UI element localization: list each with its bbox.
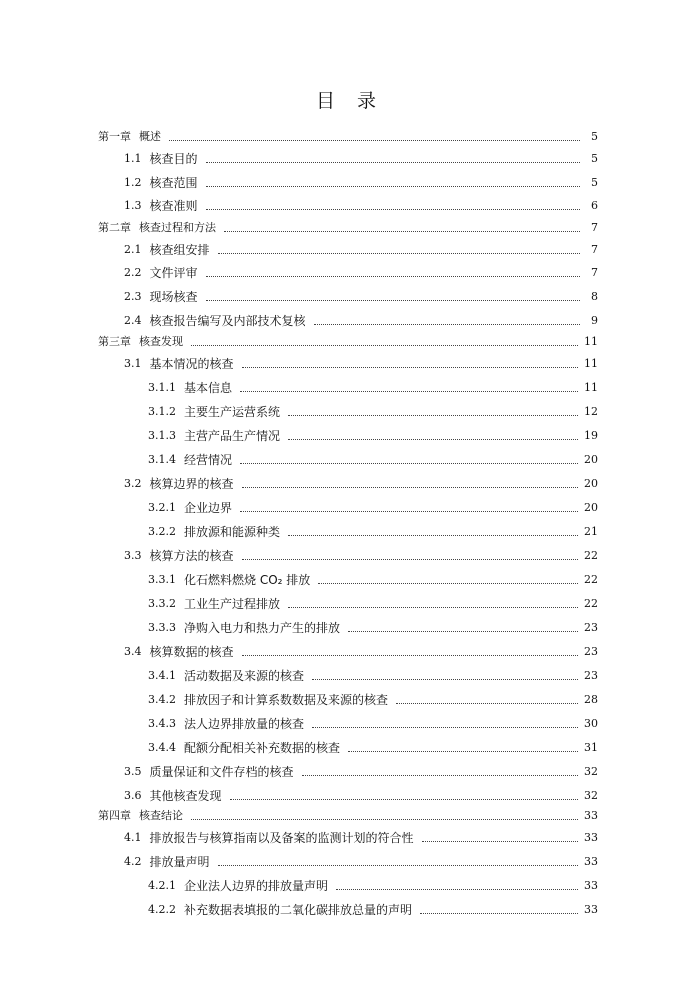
toc-number: 3.3.3 (148, 621, 176, 634)
dot-leader (312, 679, 578, 680)
toc-page: 11 (584, 357, 598, 370)
dot-leader (288, 439, 578, 440)
dot-leader (318, 583, 578, 584)
toc-label: 基本情况的核查 (149, 357, 234, 371)
toc-entry (148, 567, 598, 587)
toc-number: 3.3 (124, 549, 142, 562)
toc-page: 20 (584, 501, 598, 514)
toc-label: 文件评审 (149, 266, 198, 280)
toc-number: 3.1.3 (148, 429, 176, 442)
toc-entry (148, 591, 598, 611)
toc-entry (98, 803, 598, 823)
toc-page: 32 (584, 765, 598, 778)
dot-leader (240, 391, 578, 392)
dot-leader (288, 607, 578, 608)
toc-number: 3.5 (124, 765, 142, 778)
toc-entry (124, 146, 598, 166)
dot-leader (224, 231, 580, 232)
dot-leader (288, 535, 578, 536)
dot-leader (242, 487, 578, 488)
toc-number: 4.2.1 (148, 879, 176, 892)
dot-leader (242, 559, 578, 560)
dot-leader (206, 276, 580, 277)
toc-label: 核查报告编写及内部技术复核 (149, 314, 306, 328)
toc-entry (124, 849, 598, 869)
toc-entry (124, 284, 598, 304)
toc-label: 主要生产运营系统 (184, 405, 281, 419)
toc-label: 排放因子和计算系数数据及来源的核查 (184, 693, 389, 707)
toc-entry (124, 759, 598, 779)
toc-page: 28 (584, 693, 598, 706)
dot-leader (169, 140, 580, 141)
toc-label: 核算方法的核查 (149, 549, 234, 563)
toc-number: 3.6 (124, 789, 142, 802)
toc-number: 1.2 (124, 176, 142, 189)
toc-page: 20 (584, 453, 598, 466)
toc-entry (148, 873, 598, 893)
dot-leader (242, 367, 578, 368)
toc-entry (124, 543, 598, 563)
toc-number: 第二章 (98, 221, 131, 234)
toc-entry (148, 687, 598, 707)
toc-number: 1.3 (124, 199, 142, 212)
dot-leader (314, 324, 580, 325)
dot-leader (348, 751, 578, 752)
toc-number: 1.1 (124, 152, 142, 165)
toc-label: 核查范围 (149, 176, 198, 190)
toc-label: 现场核查 (149, 290, 198, 304)
toc-page: 7 (591, 243, 598, 256)
toc-entry (124, 471, 598, 491)
toc-page: 32 (584, 789, 598, 802)
toc-page: 8 (591, 290, 598, 303)
toc-entry (148, 495, 598, 515)
toc-entry (148, 447, 598, 467)
toc-page: 22 (584, 597, 598, 610)
toc-label: 补充数据表填报的二氧化碳排放总量的声明 (184, 903, 413, 917)
toc-number: 3.4.1 (148, 669, 176, 682)
toc-page: 22 (584, 549, 598, 562)
dot-leader (242, 655, 578, 656)
toc-number: 3.3.2 (148, 597, 176, 610)
toc-page: 5 (591, 176, 598, 189)
toc-label: 核查目的 (149, 152, 198, 166)
toc-number: 4.2.2 (148, 903, 176, 916)
toc-entry (98, 124, 598, 144)
toc-entry (148, 711, 598, 731)
toc-page: 9 (591, 314, 598, 327)
toc-number: 3.2 (124, 477, 142, 490)
dot-leader (191, 345, 578, 346)
toc-label: 法人边界排放量的核查 (184, 717, 305, 731)
toc-label: 主营产品生产情况 (184, 429, 281, 443)
toc-entry (124, 783, 598, 803)
toc-entry (148, 663, 598, 683)
dot-leader (420, 913, 578, 914)
toc-number: 3.1 (124, 357, 142, 370)
toc-number: 3.1.4 (148, 453, 176, 466)
dot-leader (240, 511, 578, 512)
toc-number: 2.4 (124, 314, 142, 327)
toc-number: 2.2 (124, 266, 142, 279)
toc-page: 7 (591, 266, 598, 279)
toc-entry (124, 260, 598, 280)
toc-page: 5 (591, 130, 598, 143)
toc-number: 2.1 (124, 243, 142, 256)
toc-number: 第一章 (98, 130, 131, 143)
toc-page: 11 (584, 381, 598, 394)
toc-number: 3.4.4 (148, 741, 176, 754)
toc-label: 工业生产过程排放 (184, 597, 281, 611)
toc-entry (124, 825, 598, 845)
toc-page: 23 (584, 669, 598, 682)
dot-leader (396, 703, 578, 704)
toc-page: 30 (584, 717, 598, 730)
toc-number: 3.2.2 (148, 525, 176, 538)
dot-leader (240, 463, 578, 464)
toc-label: 化石燃料燃烧 CO₂ 排放 (184, 573, 311, 587)
toc-page: 21 (584, 525, 598, 538)
toc-number: 2.3 (124, 290, 142, 303)
dot-leader (218, 865, 578, 866)
dot-leader (206, 186, 580, 187)
toc-entry (124, 237, 598, 257)
toc-label: 经营情况 (184, 453, 233, 467)
toc-number: 4.2 (124, 855, 142, 868)
toc-page: 33 (584, 903, 598, 916)
toc-page: 33 (584, 879, 598, 892)
dot-leader (206, 209, 580, 210)
toc-label: 企业边界 (184, 501, 233, 515)
toc-label: 其他核查发现 (149, 789, 222, 803)
toc-label: 核查组安排 (149, 243, 210, 257)
dot-leader (206, 162, 580, 163)
toc-label: 核查过程和方法 (139, 221, 216, 234)
toc-page: 20 (584, 477, 598, 490)
toc-label: 核算边界的核查 (149, 477, 234, 491)
toc-entry (148, 375, 598, 395)
dot-leader (218, 253, 580, 254)
toc-label: 概述 (139, 130, 161, 143)
toc-label: 核查准则 (149, 199, 198, 213)
toc-page: 33 (584, 809, 598, 822)
toc-number: 3.1.2 (148, 405, 176, 418)
toc-entry (148, 615, 598, 635)
dot-leader (302, 775, 578, 776)
toc-label: 质量保证和文件存档的核查 (149, 765, 294, 779)
toc-number: 4.1 (124, 831, 142, 844)
toc-page: 11 (584, 335, 598, 348)
toc-page: 7 (591, 221, 598, 234)
toc-label: 排放源和能源种类 (184, 525, 281, 539)
toc-page: 6 (591, 199, 598, 212)
toc-entry (124, 308, 598, 328)
toc-number: 3.2.1 (148, 501, 176, 514)
toc-page: 5 (591, 152, 598, 165)
toc-page: 12 (584, 405, 598, 418)
toc-number: 3.1.1 (148, 381, 176, 394)
toc-page: 33 (584, 831, 598, 844)
toc-label: 排放量声明 (149, 855, 210, 869)
toc-page: 19 (584, 429, 598, 442)
dot-leader (348, 631, 578, 632)
toc-label: 核查发现 (139, 335, 183, 348)
toc-label: 企业法人边界的排放量声明 (184, 879, 329, 893)
toc-entry (148, 735, 598, 755)
dot-leader (422, 841, 578, 842)
dot-leader (288, 415, 578, 416)
toc-page: 22 (584, 573, 598, 586)
toc-page: 23 (584, 645, 598, 658)
toc-entry (124, 193, 598, 213)
toc-label: 净购入电力和热力产生的排放 (184, 621, 341, 635)
toc-number: 3.4.2 (148, 693, 176, 706)
toc-entry (148, 423, 598, 443)
toc-number: 3.3.1 (148, 573, 176, 586)
toc-page: 33 (584, 855, 598, 868)
toc-entry (98, 329, 598, 349)
dot-leader (206, 300, 580, 301)
toc-page: 23 (584, 621, 598, 634)
toc-label: 基本信息 (184, 381, 233, 395)
toc-number: 第三章 (98, 335, 131, 348)
toc-number: 3.4.3 (148, 717, 176, 730)
toc-entry (148, 519, 598, 539)
toc-number: 第四章 (98, 809, 131, 822)
toc-label: 核算数据的核查 (149, 645, 234, 659)
toc-entry (148, 399, 598, 419)
toc-label: 配额分配相关补充数据的核查 (184, 741, 341, 755)
toc-label: 排放报告与核算指南以及备案的监测计划的符合性 (149, 831, 414, 845)
dot-leader (312, 727, 578, 728)
toc-label: 核查结论 (139, 809, 183, 822)
page-title: 目 录 (315, 90, 385, 112)
dot-leader (336, 889, 578, 890)
toc-label: 活动数据及来源的核查 (184, 669, 305, 683)
toc-entry (124, 351, 598, 371)
toc-entry (98, 215, 598, 235)
toc-entry (148, 897, 598, 917)
dot-leader (230, 799, 578, 800)
toc-entry (124, 170, 598, 190)
toc-page: 31 (584, 741, 598, 754)
dot-leader (191, 819, 578, 820)
toc-entry (124, 639, 598, 659)
toc-number: 3.4 (124, 645, 142, 658)
